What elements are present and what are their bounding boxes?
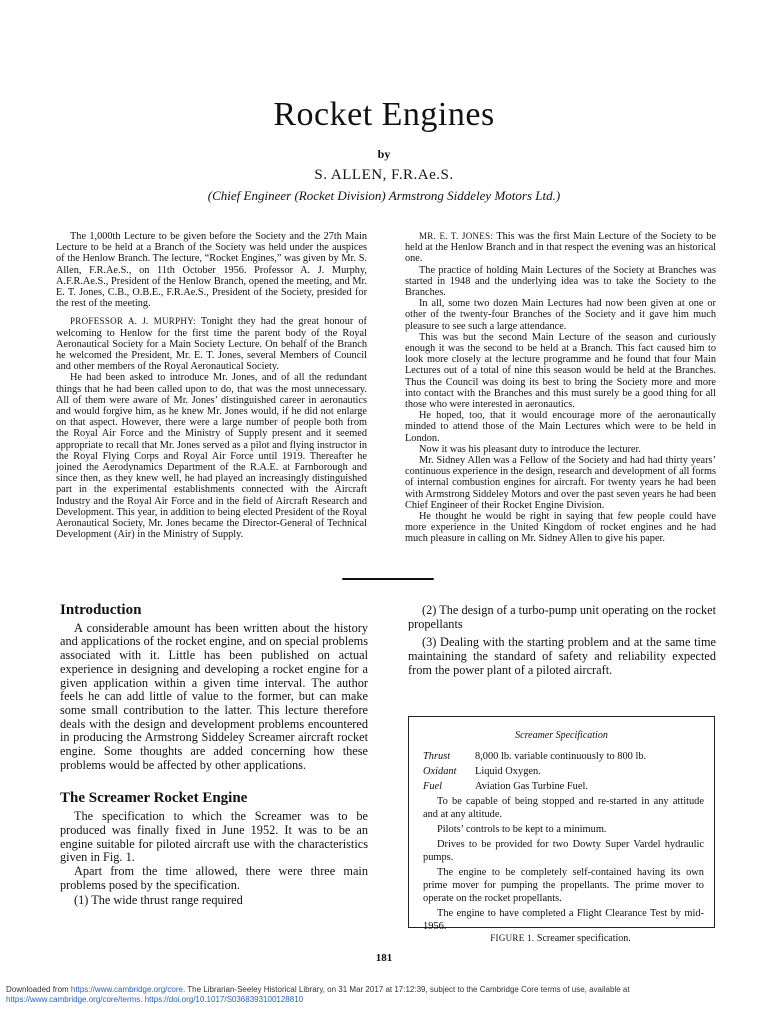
preamble-paragraph: Mr. Sidney Allen was a Fellow of the Society and had had thirty years’ continuous experience in the design, research and development of all forms of internal combustion engines for aircraft. For twenty years he had been with Armstrong Siddeley Motors and over the past seven years he had been Chief Engineer of their Rocket Engine Division. xyxy=(405,455,716,511)
body-paragraph: (1) The wide thrust range required xyxy=(74,893,243,908)
spec-note: The engine to have completed a Flight Clearance Test by mid-1956. xyxy=(423,908,704,932)
preamble-paragraph: He thought he would be right in saying that few people could have more experience in the United Kingdom of rocket engines and he had much pleasure in calling on Mr. Sidney Allen to give his paper. xyxy=(405,511,716,545)
figure-caption: FIGURE 1. Screamer specification. xyxy=(490,933,631,944)
preamble-paragraph: The practice of holding Main Lectures of the Society at Branches was started in 1948 and the underlying idea was to take the Society to the Branches. xyxy=(405,264,716,299)
spec-note: Drives to be provided for two Dowty Super Vardel hydraulic pumps. xyxy=(423,839,704,863)
author-name: S. ALLEN, F.R.Ae.S. xyxy=(314,167,454,183)
spec-row-fuel: Fuel Aviation Gas Turbine Fuel. xyxy=(423,781,588,792)
preamble-paragraph: He hoped, too, that it would encourage more of the aeronautically minded to attend those of the Main Lectures which were to be held in London. xyxy=(405,410,716,444)
screamer-specification-box xyxy=(408,716,715,932)
speaker-name: MR. E. T. JONES: xyxy=(419,231,494,241)
body-right-column xyxy=(408,604,716,678)
article-title: Rocket Engines xyxy=(273,96,495,133)
preamble-paragraph: Now it was his pleasant duty to introduce the lecturer. xyxy=(419,443,641,455)
preamble-paragraph: This was but the second Main Lecture of the season and curiously enough it was the second to be held at a Branch. This fact caused him to look more closely at the lecture programme and he found that four Main Lectures out of a total of nine this season would be held at the Branches. Thus the Council was doing its best to bring the Society more and more into contact with the Branches and this must surely be a good thing for all those who were interested in aeronautics. xyxy=(405,331,716,411)
section-heading-screamer: The Screamer Rocket Engine xyxy=(60,790,248,807)
body-left-column xyxy=(60,604,368,908)
doi-link[interactable]: https://doi.org/10.1017/S0368393100128810 xyxy=(144,995,304,1004)
section-divider xyxy=(342,578,434,580)
body-paragraph: A considerable amount has been written about the history and applications of the rocket engine, and on special problems associated with it. Little has been published on actual experience in designing and developing a rocket engine for a given application within a given time interval. The author feels he can add little of value to the former, but can make some small contribution to the latter. This lecture therefore deals with the design and development problems encountered in producing the Armstrong Siddeley Screamer aircraft rocket engine. Some thoughts are added concerning how these problems would be affected by other applications. xyxy=(60,620,368,772)
body-paragraph: Apart from the time allowed, there were three main problems posed by the specification. xyxy=(60,863,368,892)
body-paragraph: (3) Dealing with the starting problem and at the same time maintaining the standard of safety and reliability expected from the power plant of a piloted aircraft. xyxy=(408,635,716,677)
terms-link[interactable]: https://www.cambridge.org/core/terms xyxy=(6,995,141,1004)
preamble-paragraph: PROFESSOR A. J. MURPHY: Tonight they had the great honour of welcoming to Henlow for the first time the parent body of the Royal Aeronautical Society for a Main Society Lecture. On behalf of the Branch he welcomed the President, Mr. E. T. Jones, several Members of Council and other members of the Royal Aeronautical Society. xyxy=(56,316,367,373)
page-number: 181 xyxy=(375,952,393,964)
speaker-name: PROFESSOR A. J. MURPHY: xyxy=(70,316,196,327)
author-affiliation: (Chief Engineer (Rocket Division) Armstrong Siddeley Motors Ltd.) xyxy=(207,188,561,203)
spec-row-thrust: Thrust 8,000 lb. variable continuously to 800 lb. xyxy=(423,751,647,762)
body-paragraph: The specification to which the Screamer was to be produced was finally fixed in June 1952. It was to be an engine suitable for piloted aircraft use with the characteristics given in Fig. 1. xyxy=(60,809,368,865)
preamble-paragraph: He had been asked to introduce Mr. Jones, and of all the redundant things that he had been called upon to do, that was the most unnecessary. All of them were aware of Mr. Jones’ distinguished career in aeronautics and would forgive him, as he knew Mr. Jones would, if he did not enlarge on that aspect. However, there were a large number of people both from the Royal Air Force and the Ministry of Supply present and it seemed appropriate to recall that Mr. Jones served as a pilot and flying instructor in the Royal Flying Corps and Royal Air Force until 1919. Thereafter he joined the Aerodynamics Department of the R.A.E. at Farnborough and since then, as they knew well, he had played an increasingly distinguished part in the experimental establishments connected with the Aircraft Industry and the Royal Air Force and in the field of Aircraft Research and Development. This year, in addition to being elected President of the Royal Aeronautical Society, Mr. Jones became the Director-General of Technical Development (Air) in the Ministry of Supply. xyxy=(56,372,367,541)
download-footer: Downloaded from https://www.cambridge.org/core. The Librarian-Seeley Historical Library, on 31 Mar 2017 at 17:12:39, subject to the Cambridge Core terms of use, available at https://www.cambridge.org/core/terms. https://doi.org/10.1017/S0368393100128810 xyxy=(6,985,630,1004)
preamble-right-column xyxy=(405,231,716,545)
spec-note: Pilots’ controls to be kept to a minimum. xyxy=(437,824,607,835)
preamble-paragraph: In all, some two dozen Main Lectures had now been given at one or other of the twenty-four Branches of the Society and it gave him much pleasure to see such a large attendance. xyxy=(405,298,716,332)
section-heading-introduction: Introduction xyxy=(60,602,142,618)
spec-content xyxy=(409,750,714,933)
cambridge-core-link[interactable]: https://www.cambridge.org/core xyxy=(70,985,183,994)
spec-box-title: Screamer Specification xyxy=(515,730,608,741)
spec-row-oxidant: Oxidant Liquid Oxygen. xyxy=(423,766,541,777)
byline: by xyxy=(377,147,391,161)
preamble-paragraph: The 1,000th Lecture to be given before the Society and the 27th Main Lecture to be held at a Branch of the Society was held under the auspices of the Henlow Branch. The lecture, “Rocket Engines,” was given by Mr. S. Allen, F.R.Ae.S., on 11th October 1956. Professor A. J. Murphy, A.F.R.Ae.S., President of the Henlow Branch, opened the meeting, and Mr. E. T. Jones, C.B., O.B.E., F.R.Ae.S., President of the Society, presided for the rest of the meeting. xyxy=(56,231,367,310)
spec-note: To be capable of being stopped and re-started in any attitude and at any altitude. xyxy=(423,796,704,820)
body-paragraph: (2) The design of a turbo-pump unit operating on the rocket propellants xyxy=(408,603,716,631)
preamble-left-column xyxy=(56,231,367,540)
spec-note: The engine to be completely self-contained having its own prime mover for pumping the propellants. The prime mover to operate on the rocket propellants. xyxy=(423,867,704,904)
preamble-paragraph: MR. E. T. JONES: This was the first Main Lecture of the Society to be held at the Henlow Branch and in that respect the evening was an historical one. xyxy=(405,231,716,265)
